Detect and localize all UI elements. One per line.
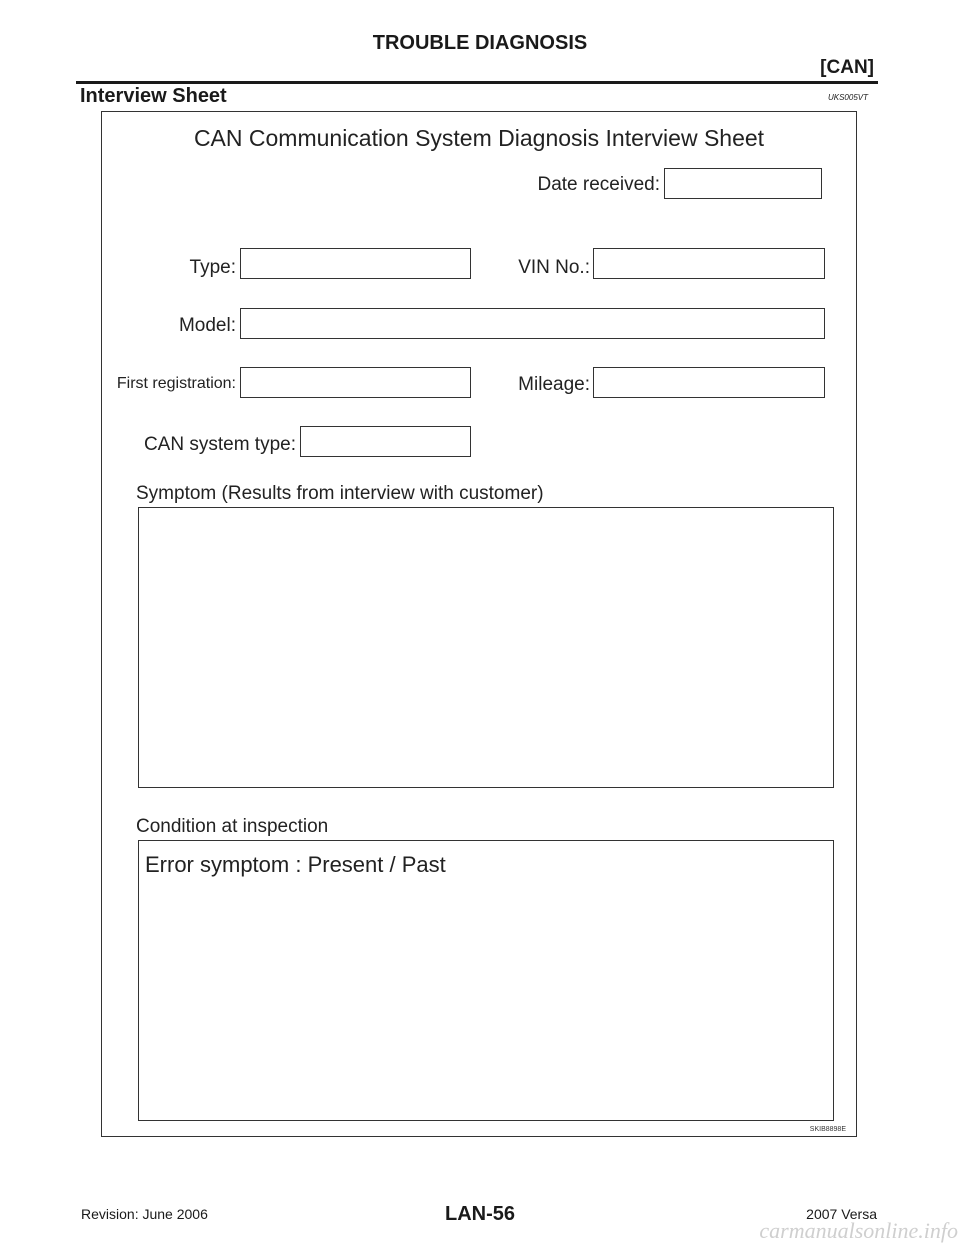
first-registration-field[interactable] (240, 367, 471, 398)
page-header-section: [CAN] (820, 57, 874, 78)
page-header-title: TROUBLE DIAGNOSIS (372, 32, 588, 54)
condition-label: Condition at inspection (136, 816, 329, 837)
date-received-field[interactable] (664, 168, 822, 199)
sheet-title: CAN Communication System Diagnosis Interview Sheet (193, 125, 765, 151)
error-symptom-text: Error symptom : Present / Past (145, 852, 446, 877)
model-label: Model: (178, 315, 236, 336)
footer-page-number: LAN-56 (444, 1203, 515, 1225)
footer-revision: Revision: June 2006 (81, 1206, 208, 1222)
can-system-type-field[interactable] (300, 426, 471, 457)
model-field[interactable] (240, 308, 825, 339)
mileage-label: Mileage: (518, 374, 590, 395)
vin-label: VIN No.: (518, 257, 590, 278)
type-field[interactable] (240, 248, 471, 279)
can-system-type-label: CAN system type: (143, 434, 296, 455)
mileage-field[interactable] (593, 367, 825, 398)
section-title: Interview Sheet (80, 85, 227, 107)
vin-field[interactable] (593, 248, 825, 279)
symptom-textarea[interactable] (138, 507, 834, 788)
section-code: UKS005VT (827, 93, 868, 102)
watermark: carmanualsonline.info (759, 1218, 958, 1243)
header-divider (76, 81, 878, 84)
condition-textarea[interactable] (138, 840, 834, 1121)
footer-model: 2007 Versa (806, 1206, 877, 1222)
date-received-label: Date received: (537, 174, 660, 195)
figure-code: SKIB8898E (809, 1126, 846, 1133)
type-label: Type: (189, 257, 236, 278)
symptom-label: Symptom (Results from interview with customer) (136, 483, 544, 504)
first-registration-label: First registration: (116, 375, 236, 392)
